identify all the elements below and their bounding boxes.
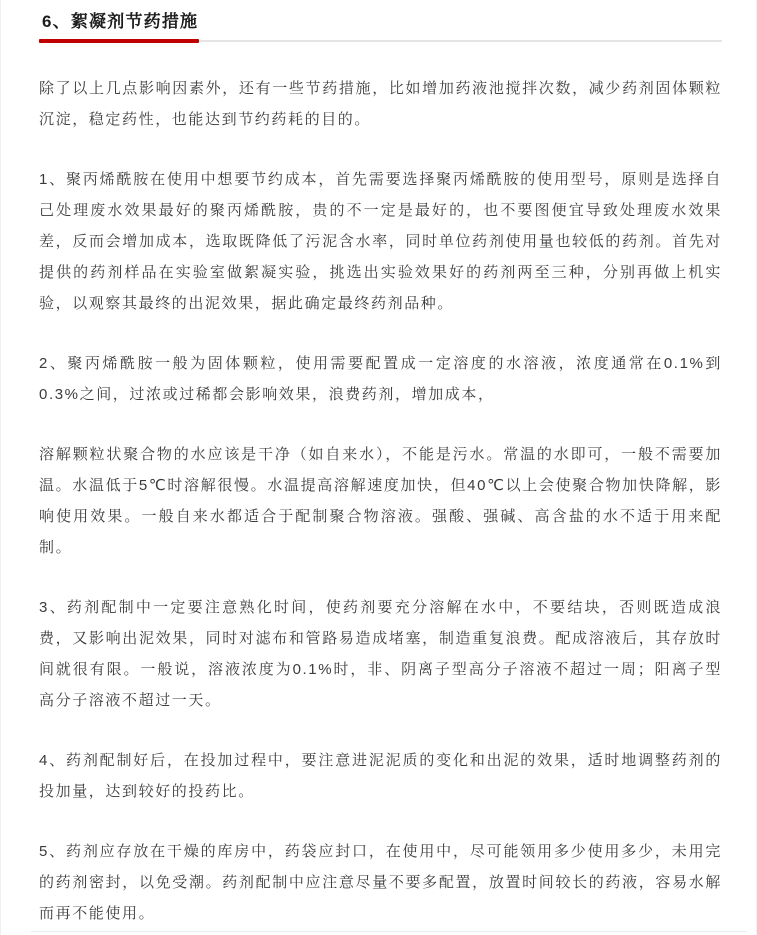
document-header bbox=[39, 10, 722, 43]
article-body bbox=[39, 73, 722, 929]
paragraph: 4、药剂配制好后，在投加过程中，要注意进泥泥质的变化和出泥的效果，适时地调整药剂的投加量，达到较好的投药比。 bbox=[39, 752, 722, 800]
paragraph: 3、药剂配制中一定要注意熟化时间，使药剂要充分溶解在水中，不要结块，否则既造成浪费，又影响出泥效果，同时对滤布和管路易造成堵塞，制造重复浪费。配成溶液后，其存放时间就很有限。一般说，溶液浓度为0.1%时，非、阴离子型高分子溶液不超过一周；阳离子型高分子溶液不超过一天。 bbox=[39, 599, 722, 709]
paragraph: 1、聚丙烯酰胺在使用中想要节约成本，首先需要选择聚丙烯酰胺的使用型号，原则是选择自己处理废水效果最好的聚丙烯酰胺，贵的不一定是最好的，也不要图便宜导致处理废水效果差，反而会增加成本，选取既降低了污泥含水率，同时单位药剂使用量也较低的药剂。首先对提供的药剂样品在实验室做絮凝实验，挑选出实验效果好的药剂两至三种，分别再做上机实验，以观察其最终的出泥效果，据此确定最终药剂品种。 bbox=[39, 171, 722, 312]
document-page bbox=[1, 0, 756, 929]
page-title: 6、絮凝剂节药措施 bbox=[42, 12, 199, 31]
paragraph: 溶解颗粒状聚合物的水应该是干净（如自来水），不能是污水。常温的水即可，一般不需要加温。水温低于5℃时溶解很慢。水温提高溶解速度加快，但40℃以上会使聚合物加快降解，影响使用效果。一般自来水都适合于配制聚合物溶液。强酸、强碱、高含盐的水不适于用来配制。 bbox=[39, 446, 722, 556]
paragraph: 2、聚丙烯酰胺一般为固体颗粒，使用需要配置成一定溶度的水溶液，浓度通常在0.1%到0.3%之间，过浓或过稀都会影响效果，浪费药剂，增加成本， bbox=[39, 355, 722, 403]
divider-track-segment bbox=[199, 40, 722, 42]
paragraph: 除了以上几点影响因素外，还有一些节药措施，比如增加药液池搅拌次数，减少药剂固体颗粒沉淀，稳定药性，也能达到节约药耗的目的。 bbox=[39, 80, 722, 128]
paragraph: 5、药剂应存放在干燥的库房中，药袋应封口，在使用中，尽可能领用多少使用多少，未用完的药剂密封，以免受潮。药剂配制中应注意尽量不要多配置，放置时间较长的药液，容易水解而再不能使用。 bbox=[39, 843, 722, 922]
divider-accent-segment bbox=[39, 39, 199, 43]
title-divider bbox=[39, 39, 722, 43]
bottom-divider bbox=[31, 931, 746, 932]
